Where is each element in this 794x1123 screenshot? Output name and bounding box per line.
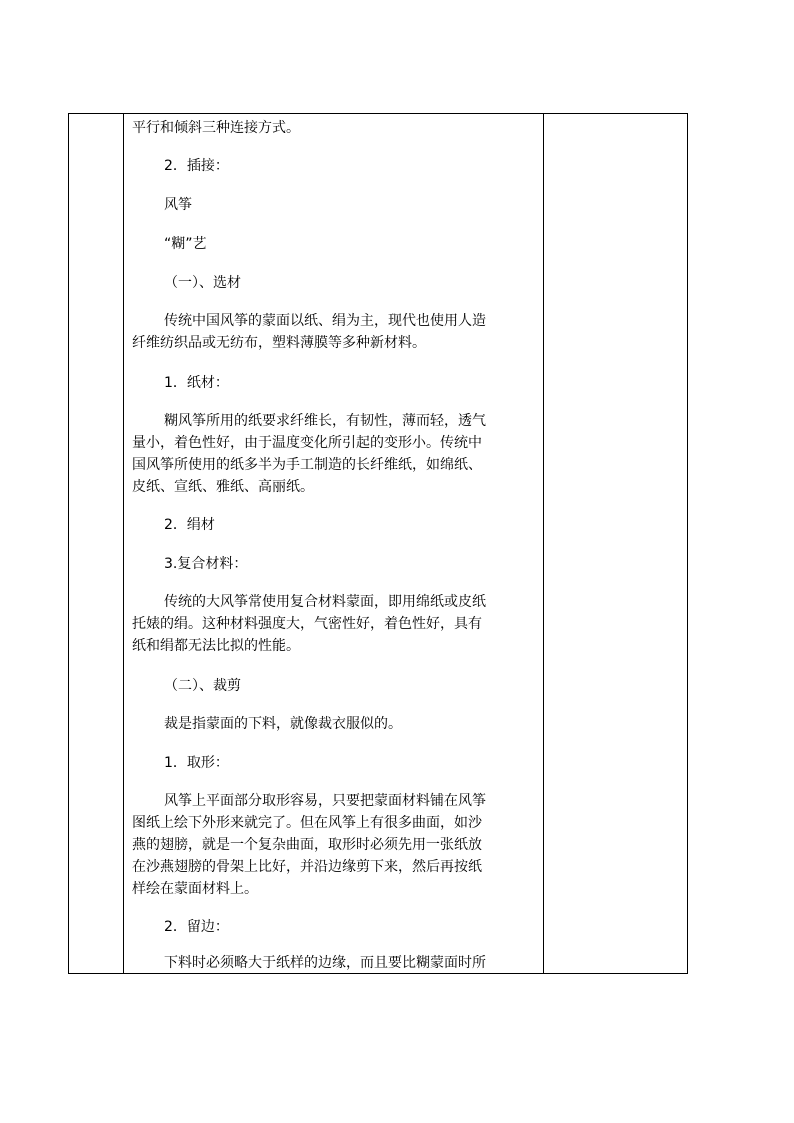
text-line: 传统中国风筝的蒙面以纸、绢为主，现代也使用人造 <box>164 313 486 329</box>
text-line: 在沙燕翅膀的骨架上比好，并沿边缘剪下来，然后再按纸 <box>132 859 482 875</box>
paragraph <box>164 675 543 697</box>
text-line: 纸和绢都无法比拟的性能。 <box>132 638 300 654</box>
text-line: 2．留边： <box>164 919 229 935</box>
paragraph <box>164 233 543 255</box>
paragraph <box>132 790 537 900</box>
text-line: 平行和倾斜三种连接方式。 <box>132 120 300 136</box>
document-table <box>68 113 688 974</box>
paragraph <box>132 410 537 498</box>
paragraph <box>132 117 537 139</box>
text-line: 糊风筝所用的纸要求纤维长，有韧性，薄而轻，透气 <box>164 413 486 429</box>
text-line: 1．取形： <box>164 755 229 771</box>
paragraph <box>164 713 543 735</box>
text-line: 纤维纺织品或无纺布，塑料薄膜等多种新材料。 <box>132 335 426 351</box>
text-line: 风筝上平面部分取形容易，只要把蒙面材料铺在风筝 <box>164 793 486 809</box>
paragraph <box>164 272 543 294</box>
text-line: 量小，着色性好，由于温度变化所引起的变形小。传统中 <box>132 435 482 451</box>
text-line: 样绘在蒙面材料上。 <box>132 881 258 897</box>
paragraph <box>164 514 543 536</box>
text-line: 裁是指蒙面的下料，就像裁衣服似的。 <box>164 716 402 732</box>
text-line: 皮纸、宣纸、雅纸、高丽纸。 <box>132 479 314 495</box>
text-line: “糊”艺 <box>164 236 207 252</box>
paragraph <box>164 194 543 216</box>
text-line: 国风筝所使用的纸多半为手工制造的长纤维纸，如绵纸、 <box>132 457 482 473</box>
paragraph <box>164 553 543 575</box>
paragraph <box>164 155 543 177</box>
text-line: 2．绢材 <box>164 517 215 533</box>
text-line: （二）、裁剪 <box>164 678 241 694</box>
text-line: （一）、选材 <box>164 275 241 291</box>
text-line: 2．插接： <box>164 158 229 174</box>
paragraph <box>164 952 543 973</box>
text-line: 3.复合材料： <box>164 556 248 572</box>
text-line: 1．纸材： <box>164 375 229 391</box>
text-line: 托婊的绢。这种材料强度大，气密性好，着色性好，具有 <box>132 616 482 632</box>
paragraph <box>164 752 543 774</box>
text-line: 风筝 <box>164 197 192 213</box>
paragraph <box>164 916 543 938</box>
text-line: 图纸上绘下外形来就完了。但在风筝上有很多曲面，如沙 <box>132 815 482 831</box>
text-line: 燕的翅膀，就是一个复杂曲面，取形时必须先用一张纸放 <box>132 837 482 853</box>
paragraph <box>132 310 537 354</box>
text-line: 下料时必须略大于纸样的边缘，而且要比糊蒙面时所 <box>164 955 486 971</box>
right-column-divider <box>543 114 544 973</box>
content-cell <box>124 114 543 973</box>
paragraph <box>132 591 537 657</box>
text-line: 传统的大风筝常使用复合材料蒙面，即用绵纸或皮纸 <box>164 594 486 610</box>
paragraph <box>164 372 543 394</box>
